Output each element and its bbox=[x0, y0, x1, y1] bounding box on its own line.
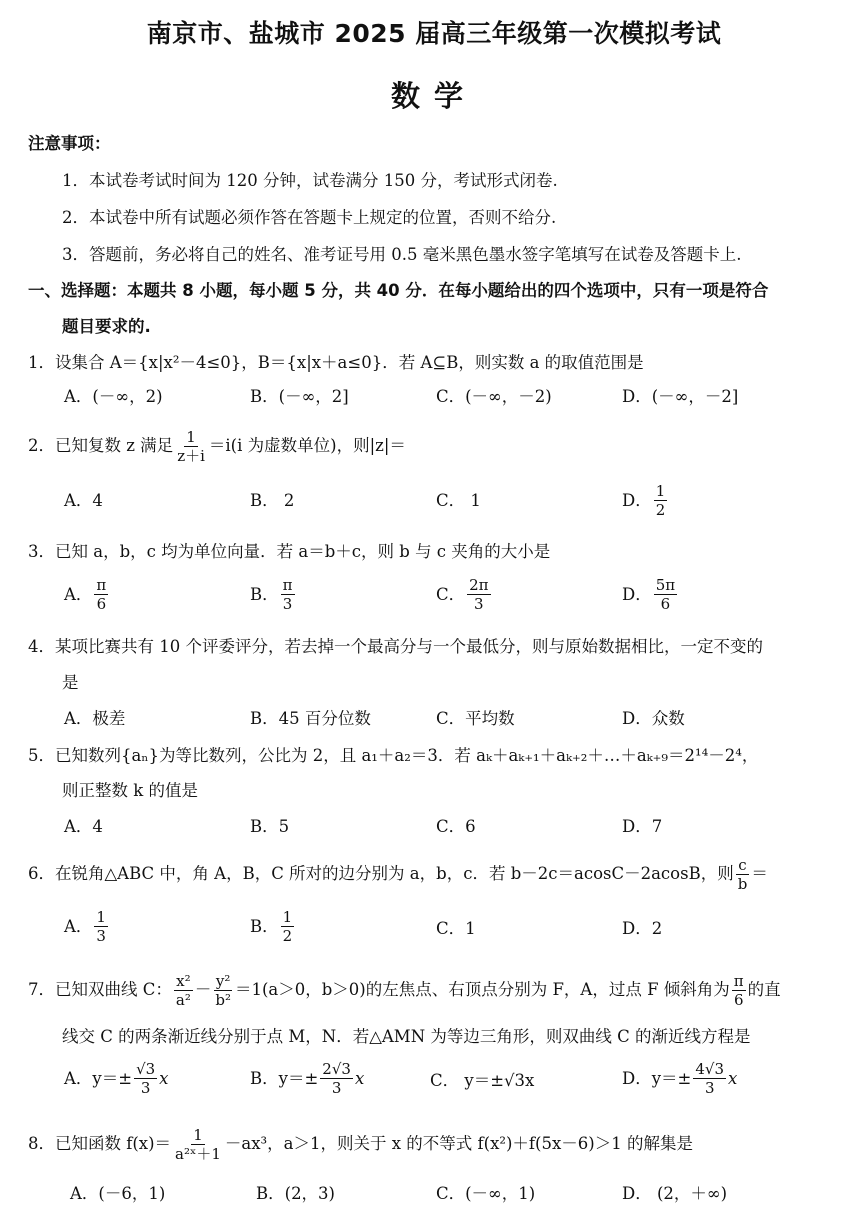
q5-option-b[interactable]: B．5 bbox=[250, 817, 290, 836]
q7-frac-y bbox=[213, 972, 233, 1009]
q8-option-c[interactable]: C．(－∞，1) bbox=[436, 1184, 536, 1203]
q7-f3-den: 6 bbox=[733, 990, 744, 1009]
note-item: 2．本试卷中所有试题必须作答在答题卡上规定的位置，否则不给分. bbox=[62, 208, 557, 227]
q3-d-fraction bbox=[654, 576, 677, 613]
q8-stem-pre: 8．已知函数 f(x)＝ bbox=[28, 1134, 172, 1153]
q2-option-a[interactable]: A．4 bbox=[64, 491, 103, 510]
q3-c-num: 2π bbox=[469, 576, 489, 594]
q5-option-a[interactable]: A．4 bbox=[64, 817, 103, 836]
question-5-stem: 5．已知数列{aₙ}为等比数列，公比为 2，且 a₁＋a₂＝3．若 aₖ＋aₖ₊₁＋aₖ₊₂＋…＋aₖ₊₉＝2¹⁴－2⁴， bbox=[28, 746, 759, 765]
q8-option-b[interactable]: B．(2，3) bbox=[256, 1184, 335, 1203]
q6-b-fraction bbox=[281, 908, 295, 945]
q7-option-b[interactable] bbox=[250, 1060, 364, 1097]
q3-option-b[interactable] bbox=[250, 576, 297, 613]
q7-a-den: 3 bbox=[140, 1079, 151, 1097]
q3-b-den: 3 bbox=[282, 595, 293, 613]
q7-d-den: 3 bbox=[704, 1079, 715, 1097]
q6-fraction bbox=[736, 856, 750, 893]
q3-b-num: π bbox=[282, 576, 293, 594]
q7-a-num: √3 bbox=[136, 1060, 156, 1078]
q7-f2-den: b² bbox=[215, 990, 231, 1009]
q3-b-fraction bbox=[281, 576, 295, 613]
question-7-stem-cont: 线交 C 的两条渐近线分别于点 M，N．若△AMN 为等边三角形，则双曲线 C 的渐近线方程是 bbox=[62, 1027, 751, 1046]
q1-option-d[interactable]: D．(－∞，－2] bbox=[622, 387, 739, 406]
q6-option-b[interactable] bbox=[250, 908, 296, 945]
q3-b-label: B． bbox=[250, 584, 279, 604]
q7-b-label: B．y＝± bbox=[250, 1068, 319, 1088]
q4-option-c[interactable]: C．平均数 bbox=[436, 709, 515, 728]
q7-stem-pre: 7．已知双曲线 C： bbox=[28, 980, 172, 999]
q2-option-c[interactable]: C． 1 bbox=[436, 491, 481, 510]
q2-fraction bbox=[175, 428, 207, 465]
q6-frac-den: b bbox=[737, 874, 748, 893]
q7-f1-num: x² bbox=[176, 971, 191, 990]
section-heading-cont: 题目要求的. bbox=[62, 317, 151, 336]
q6-stem-pre: 6．在锐角△ABC 中，角 A，B，C 所对的边分别为 a，b，c．若 b－2c＝acosC－2acosB，则 bbox=[28, 864, 734, 883]
q6-stem-post: ＝ bbox=[751, 864, 768, 883]
q7-option-a[interactable] bbox=[64, 1060, 168, 1097]
q7-d-label: D．y＝± bbox=[622, 1068, 692, 1088]
q1-option-b[interactable]: B．(－∞，2] bbox=[250, 387, 349, 406]
q3-d-den: 6 bbox=[660, 595, 671, 613]
q7-a-x: x bbox=[159, 1068, 169, 1088]
q6-option-c[interactable]: C．1 bbox=[436, 919, 476, 938]
question-4-stem: 4．某项比赛共有 10 个评委评分，若去掉一个最高分与一个最低分，则与原始数据相比，一定不变的 bbox=[28, 637, 763, 656]
q7-d-x: x bbox=[728, 1068, 738, 1088]
q7-f3-num: π bbox=[733, 971, 744, 990]
question-4-stem-cont: 是 bbox=[62, 673, 79, 692]
q8-stem-post: －ax³，a＞1，则关于 x 的不等式 f(x²)＋f(5x－6)＞1 的解集是 bbox=[224, 1134, 693, 1153]
q2-option-d[interactable] bbox=[622, 482, 669, 519]
q2-frac-den: z＋i bbox=[177, 446, 205, 465]
q6-b-num: 1 bbox=[282, 908, 293, 926]
q3-d-label: D． bbox=[622, 584, 652, 604]
q7-d-fraction bbox=[693, 1060, 726, 1097]
q2-d-num: 1 bbox=[655, 482, 666, 500]
q6-b-den: 2 bbox=[282, 927, 293, 945]
q5-option-d[interactable]: D．7 bbox=[622, 817, 663, 836]
q7-f2-num: y² bbox=[215, 971, 231, 990]
q3-c-fraction bbox=[467, 576, 490, 613]
q6-a-label: A． bbox=[64, 916, 93, 936]
q2-d-fraction bbox=[654, 482, 668, 519]
q7-a-label: A．y＝± bbox=[64, 1068, 133, 1088]
q7-frac-angle bbox=[732, 972, 746, 1009]
q2-options bbox=[0, 478, 868, 528]
q8-frac-den: a²ˣ＋1 bbox=[175, 1144, 221, 1163]
section-heading: 一、选择题：本题共 8 小题，每小题 5 分，共 40 分．在每小题给出的四个选项中，只有一项是符合 bbox=[28, 281, 769, 300]
q6-options bbox=[0, 906, 868, 956]
q7-b-fraction bbox=[320, 1060, 353, 1097]
q7-options bbox=[0, 1058, 868, 1108]
q3-c-label: C． bbox=[436, 584, 466, 604]
q6-a-num: 1 bbox=[96, 908, 106, 926]
question-8-stem bbox=[28, 1122, 693, 1166]
q7-f1-den: a² bbox=[175, 990, 191, 1009]
note-item: 1．本试卷考试时间为 120 分钟，试卷满分 150 分，考试形式闭卷. bbox=[62, 171, 558, 190]
q7-b-den: 3 bbox=[331, 1079, 342, 1097]
q3-a-label: A． bbox=[64, 584, 93, 604]
q6-option-d[interactable]: D．2 bbox=[622, 919, 663, 938]
q8-option-d[interactable]: D． (2，＋∞) bbox=[622, 1184, 728, 1203]
q3-option-a[interactable] bbox=[64, 576, 110, 613]
q7-stem-mid: ＝1(a＞0，b＞0)的左焦点、右顶点分别为 F，A，过点 F 倾斜角为 bbox=[234, 980, 730, 999]
question-2-stem bbox=[28, 424, 406, 468]
q3-a-den: 6 bbox=[96, 595, 107, 613]
q2-frac-num: 1 bbox=[186, 427, 196, 446]
exam-title: 南京市、盐城市 2025 届高三年级第一次模拟考试 bbox=[146, 19, 722, 48]
q3-option-c[interactable] bbox=[436, 576, 493, 613]
q7-b-x: x bbox=[354, 1068, 365, 1088]
q3-c-den: 3 bbox=[474, 595, 484, 613]
q6-option-a[interactable] bbox=[64, 908, 110, 945]
q7-option-c[interactable]: C． y＝±√3x bbox=[430, 1071, 535, 1090]
q2-d-label: D． bbox=[622, 490, 652, 510]
q1-option-a[interactable]: A．(－∞，2) bbox=[64, 387, 163, 406]
question-5-stem-cont: 则正整数 k 的值是 bbox=[62, 781, 198, 800]
q2-stem-pre: 2．已知复数 z 满足 bbox=[28, 436, 174, 455]
q6-a-fraction bbox=[94, 908, 108, 945]
q7-option-d[interactable] bbox=[622, 1060, 737, 1097]
q2-option-b[interactable]: B． 2 bbox=[250, 491, 295, 510]
q7-d-num: 4√3 bbox=[695, 1060, 725, 1078]
q8-frac-num: 1 bbox=[193, 1125, 203, 1144]
q8-fraction bbox=[173, 1126, 223, 1163]
notes-heading: 注意事项： bbox=[28, 134, 111, 153]
q3-a-fraction bbox=[94, 576, 108, 613]
q7-stem-end: 的直 bbox=[747, 980, 781, 999]
q7-minus: － bbox=[194, 980, 212, 999]
q5-option-c[interactable]: C．6 bbox=[436, 817, 476, 836]
subject-title: 数学 bbox=[390, 79, 477, 113]
q7-b-num: 2√3 bbox=[322, 1060, 351, 1078]
question-6-stem bbox=[28, 852, 768, 896]
question-7-stem bbox=[28, 968, 781, 1012]
q6-frac-num: c bbox=[738, 855, 747, 874]
q3-option-d[interactable] bbox=[622, 576, 679, 613]
q2-d-den: 2 bbox=[655, 501, 666, 519]
note-item: 3．答题前，务必将自己的姓名、准考证号用 0.5 毫米黑色墨水签字笔填写在试卷及答题卡上. bbox=[62, 245, 742, 264]
q3-a-num: π bbox=[96, 576, 107, 594]
q7-a-fraction bbox=[134, 1060, 157, 1097]
q1-option-c[interactable]: C．(－∞，－2) bbox=[436, 387, 552, 406]
q7-frac-x bbox=[174, 972, 193, 1009]
q6-a-den: 3 bbox=[96, 927, 106, 945]
q6-b-label: B． bbox=[250, 916, 279, 936]
q2-stem-post: ＝i(i 为虚数单位)，则|z|＝ bbox=[208, 436, 406, 455]
q8-option-a[interactable]: A．(－6，1) bbox=[70, 1184, 166, 1203]
question-3-stem: 3．已知 a，b，c 均为单位向量．若 a＝b＋c，则 b 与 c 夹角的大小是 bbox=[28, 542, 551, 561]
q4-option-b[interactable]: B．45 百分位数 bbox=[250, 709, 371, 728]
q3-d-num: 5π bbox=[655, 576, 676, 594]
question-1-stem: 1．设集合 A＝{x|x²－4≤0}，B＝{x|x＋a≤0}．若 A⊆B，则实数 a 的取值范围是 bbox=[28, 353, 644, 372]
q4-option-d[interactable]: D．众数 bbox=[622, 709, 685, 728]
q3-options bbox=[0, 574, 868, 624]
q4-option-a[interactable]: A．极差 bbox=[64, 709, 126, 728]
